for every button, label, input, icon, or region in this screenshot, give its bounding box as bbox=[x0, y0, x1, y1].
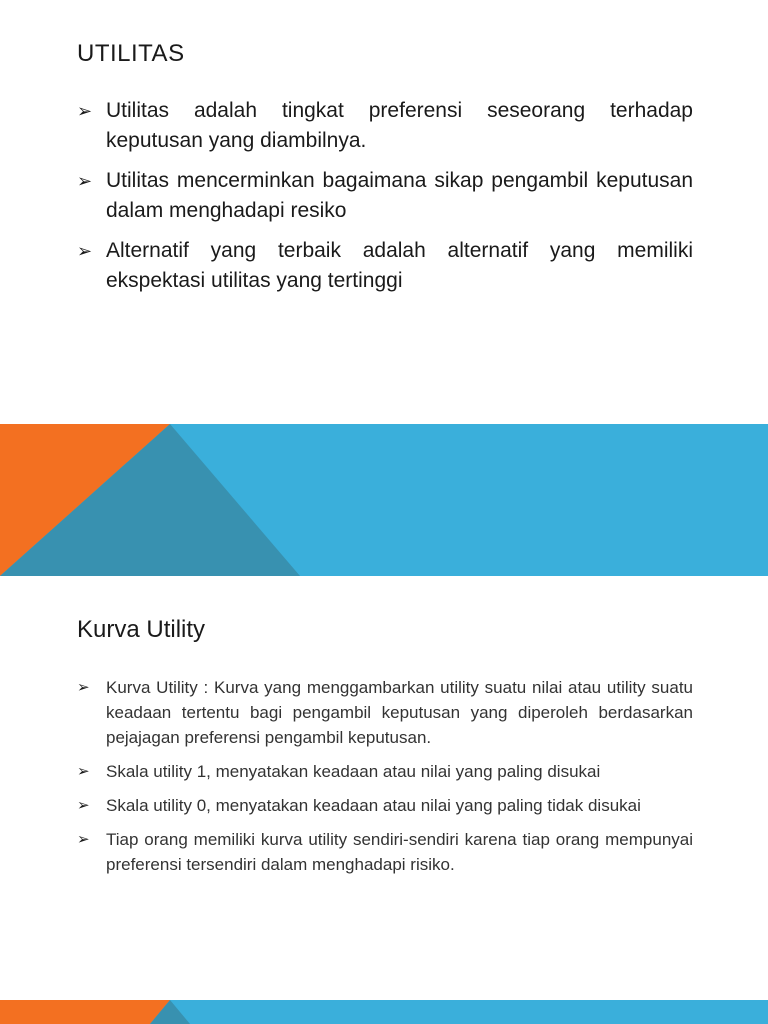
slide-utilitas bbox=[0, 0, 768, 424]
arrow-bullet-icon: ➢ bbox=[77, 171, 93, 191]
slide-title: Kurva Utility bbox=[77, 616, 206, 643]
slide-kurva-utility bbox=[0, 576, 768, 1024]
list-item bbox=[77, 827, 693, 877]
arrow-bullet-icon: ➢ bbox=[77, 831, 90, 848]
list-item bbox=[77, 793, 693, 818]
bullet-list bbox=[77, 96, 693, 306]
list-item bbox=[77, 166, 693, 226]
banner-graphic bbox=[0, 424, 768, 576]
bullet-list bbox=[77, 675, 693, 886]
bottom-banner-graphic bbox=[0, 1000, 768, 1024]
bullet-text: Skala utility 1, menyatakan keadaan atau nilai yang paling disukai bbox=[106, 762, 601, 781]
decorative-banner bbox=[0, 424, 768, 576]
bottom-banner-orange-shape bbox=[0, 1000, 170, 1024]
list-item bbox=[77, 759, 693, 784]
bottom-decorative-banner bbox=[0, 1000, 768, 1024]
arrow-bullet-icon: ➢ bbox=[77, 763, 90, 780]
bullet-text: Utilitas mencerminkan bagaimana sikap pengambil keputusan dalam menghadapi resiko bbox=[106, 169, 693, 222]
bullet-text: Utilitas adalah tingkat preferensi seseorang terhadap keputusan yang diambilnya. bbox=[106, 99, 693, 152]
arrow-bullet-icon: ➢ bbox=[77, 241, 93, 261]
list-item bbox=[77, 96, 693, 156]
bullet-text: Kurva Utility : Kurva yang menggambarkan utility suatu nilai atau utility suatu keadaan tertentu bagi pengambil keputusan yang diperoleh berdasarkan pejajagan preferensi pengambil keputusan. bbox=[106, 678, 693, 747]
slide-title: UTILITAS bbox=[77, 40, 185, 67]
arrow-bullet-icon: ➢ bbox=[77, 101, 93, 121]
list-item bbox=[77, 236, 693, 296]
bullet-text: Skala utility 0, menyatakan keadaan atau nilai yang paling tidak disukai bbox=[106, 796, 641, 815]
list-item bbox=[77, 675, 693, 750]
arrow-bullet-icon: ➢ bbox=[77, 679, 90, 696]
bullet-text: Tiap orang memiliki kurva utility sendiri-sendiri karena tiap orang mempunyai preferensi tersendiri dalam menghadapi risiko. bbox=[106, 830, 693, 874]
bullet-text: Alternatif yang terbaik adalah alternatif yang memiliki ekspektasi utilitas yang tertinggi bbox=[106, 239, 693, 292]
arrow-bullet-icon: ➢ bbox=[77, 797, 90, 814]
